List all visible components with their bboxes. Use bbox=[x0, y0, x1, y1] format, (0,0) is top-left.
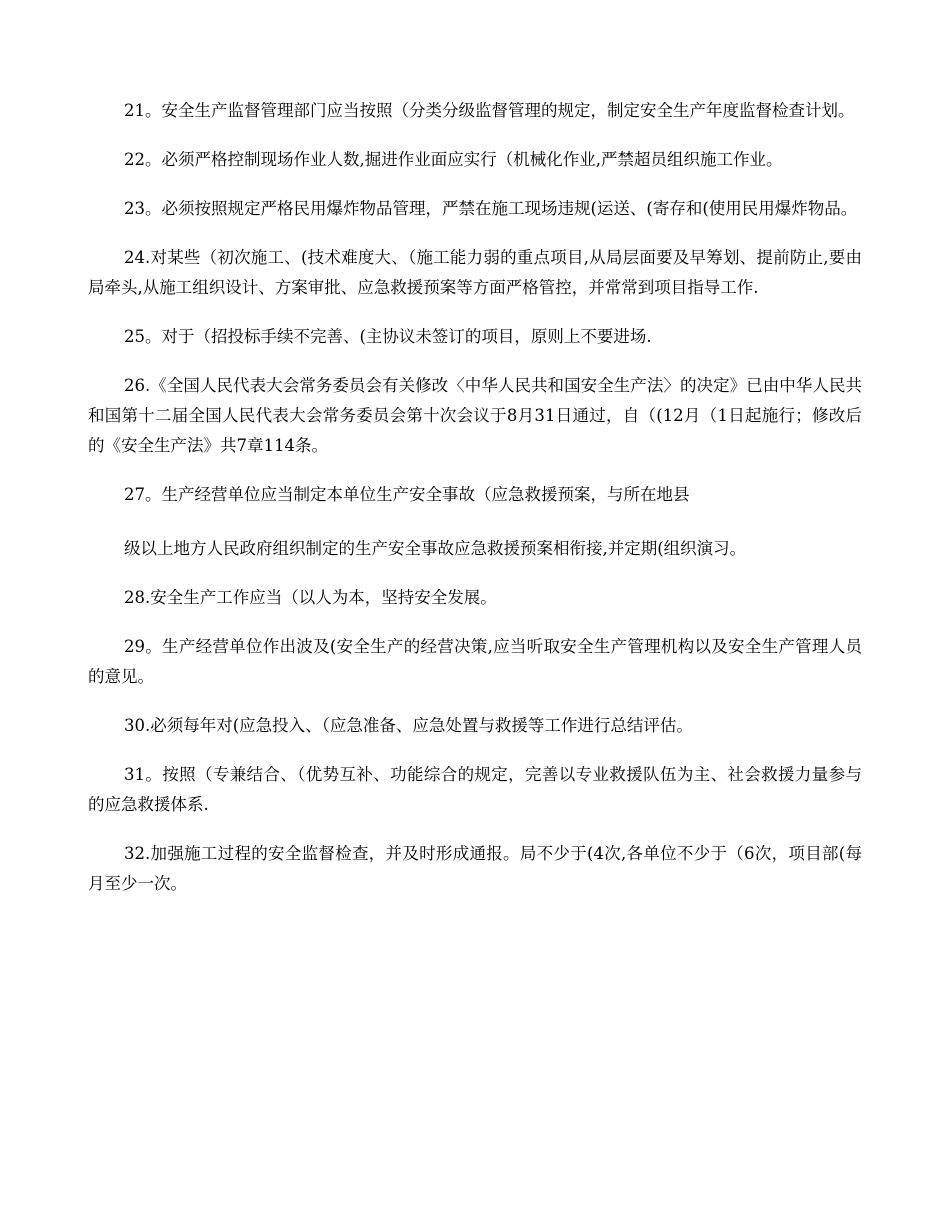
paragraph-27: 27。生产经营单位应当制定本单位生产安全事故（应急救援预案，与所在地县 bbox=[124, 485, 690, 504]
document-body bbox=[88, 96, 862, 918]
paragraph-21: 21。安全生产监督管理部门应当按照（分类分级监督管理的规定，制定安全生产年度监督检查计划。 bbox=[124, 101, 855, 120]
paragraph-26: 26.《全国人民代表大会常务委员会有关修改〈中华人民共和国安全生产法〉的决定》已由中华人民共和国第十二届全国人民代表大会常务委员会第十次会议于8月31日通过，自（(12月（1日起施行；修改后的《安全生产法》共7章114条。 bbox=[88, 376, 862, 455]
paragraph-25: 25。对于（招投标手续不完善、(主协议未签订的项目，原则上不要进场. bbox=[124, 327, 652, 346]
paragraph-24: 24.对某些（初次施工、(技术难度大、（施工能力弱的重点项目,从局层面要及早筹划、提前防止,要由局牵头,从施工组织设计、方案审批、应急救援预案等方面严格管控，并常常到项目指导工作. bbox=[88, 248, 862, 297]
paragraph-28: 28.安全生产工作应当（以人为本，坚持安全发展。 bbox=[124, 588, 497, 607]
paragraph-31: 31。按照（专兼结合、（优势互补、功能综合的规定，完善以专业救援队伍为主、社会救援力量参与的应急救援体系. bbox=[88, 765, 862, 814]
paragraph-23: 23。必须按照规定严格民用爆炸物品管理，严禁在施工现场违规(运送、(寄存和(使用民用爆炸物品。 bbox=[124, 199, 858, 218]
paragraph-32: 32.加强施工过程的安全监督检查，并及时形成通报。局不少于(4次,各单位不少于（6次，项目部(每月至少一次。 bbox=[88, 844, 862, 893]
paragraph-22: 22。必须严格控制现场作业人数,掘进作业面应实行（机械化作业,严禁超员组织施工作业。 bbox=[124, 150, 783, 169]
paragraph-30: 30.必须每年对(应急投入、（应急准备、应急处置与救援等工作进行总结评估。 bbox=[124, 716, 693, 735]
paragraph-27-continued: 级以上地方人民政府组织制定的生产安全事故应急救援预案相衔接,并定期(组织演习。 bbox=[124, 539, 747, 558]
paragraph-29: 29。生产经营单位作出波及(安全生产的经营决策,应当听取安全生产管理机构以及安全生产管理人员的意见。 bbox=[88, 637, 862, 686]
